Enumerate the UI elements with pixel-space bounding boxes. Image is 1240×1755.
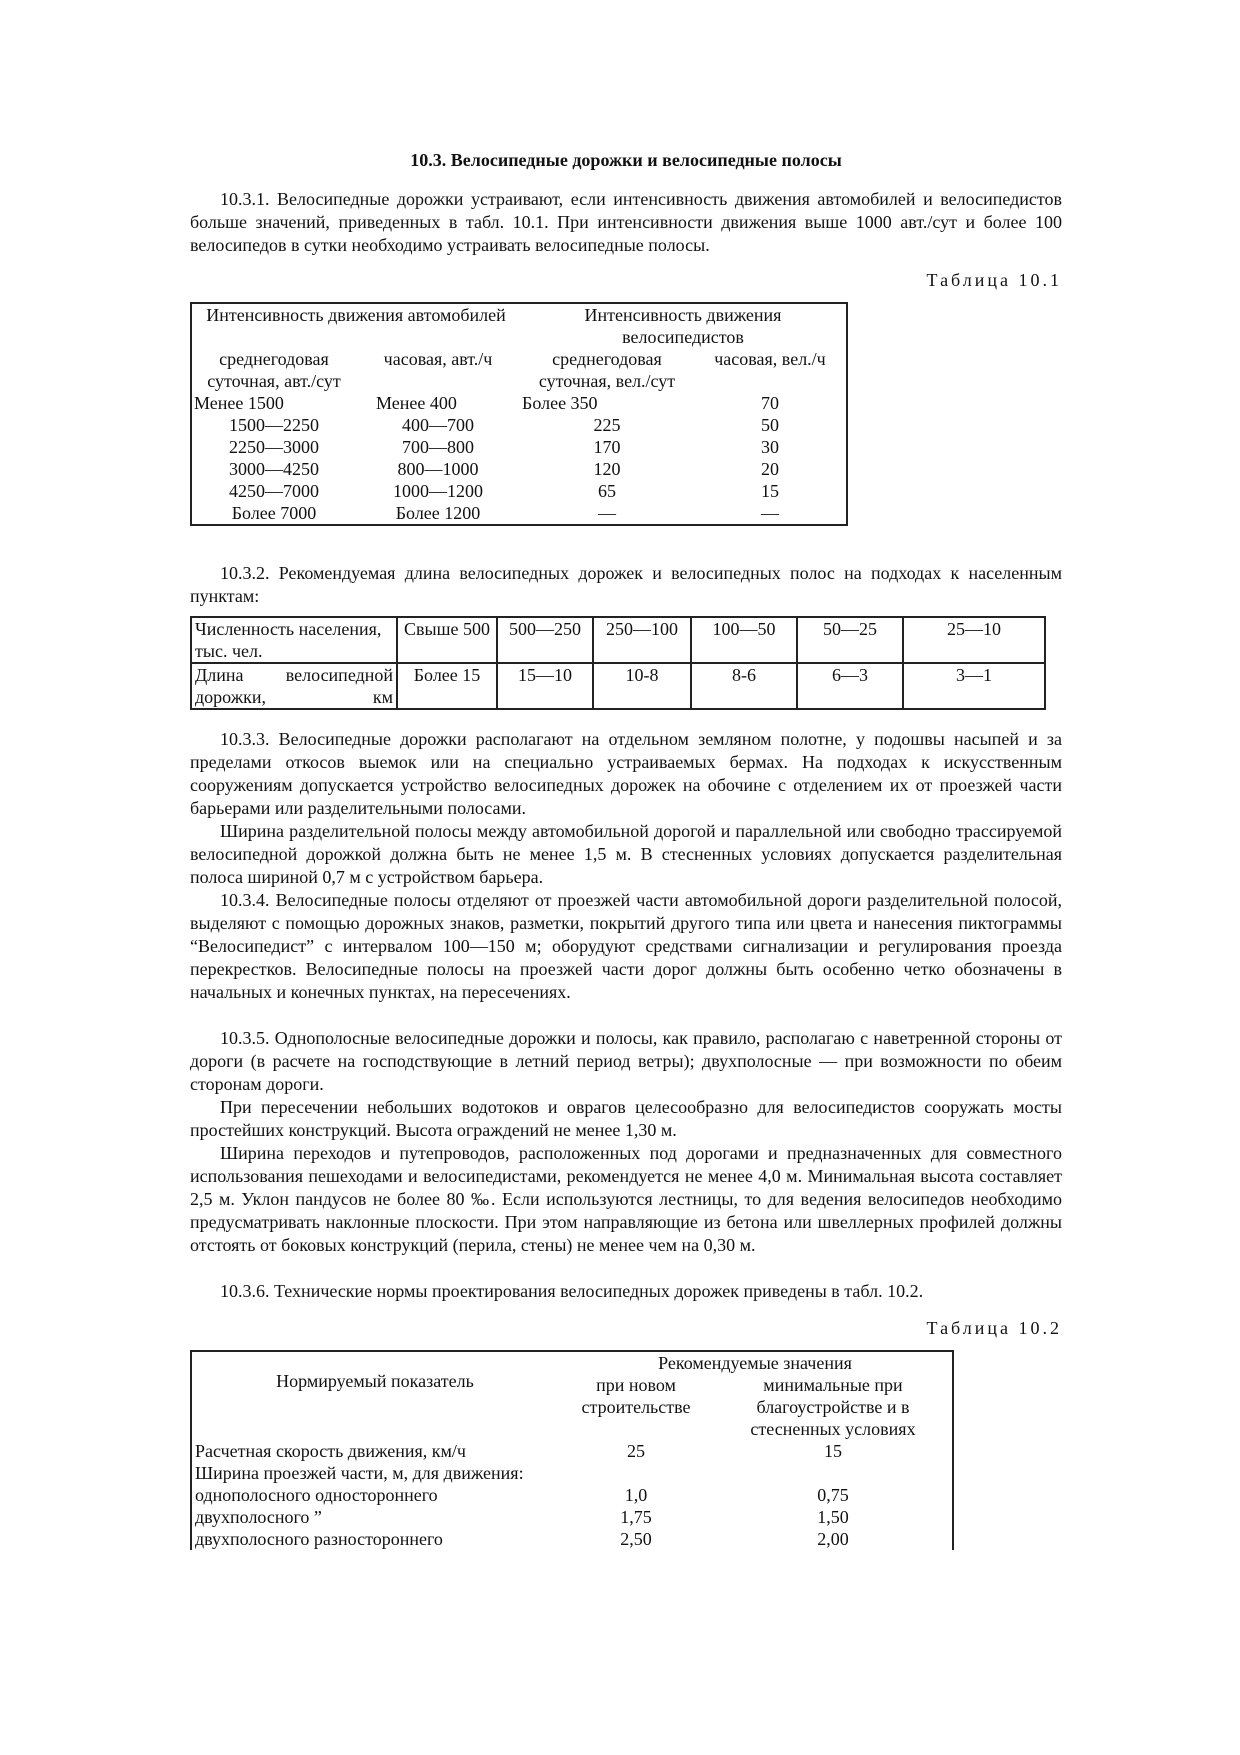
table-cell: 700—800 [402,437,474,457]
table-cell: двухполосного ” [195,1507,322,1527]
table-row [191,1462,953,1484]
table-10-1-col-header: среднегодовая суточная, вел./сут [538,349,676,391]
paragraph-10-3-3: 10.3.3. Велосипедные дорожки располагают на отдельном земляном полотне, у подошвы насыпей и за пределами откосов выемок или на специально устраиваемых бермах. На подходах к искусственным сооружениям допускается устройство велосипедных дорожек на обочине с отделением их от проезжей части барьерами или разделительными полосами. [190,729,1062,818]
table-cell: 0,75 [817,1485,849,1505]
paragraph-10-3-1: 10.3.1. Велосипедные дорожки устраивают, если интенсивность движения автомобилей и велосипедистов больше значений, приведенных в табл. 10.1. При интенсивности движения выше 1000 авт./сут и более 100 велосипедов в сутки необходимо устраивать велосипедные полосы. [190,189,1062,255]
table-cell: 15—10 [497,663,593,709]
paragraph-passages: Ширина переходов и путепроводов, расположенных под дорогами и предназначенных для совместного использования пешеходами и велосипедистами, рекомендуется не менее 4,0 м. Минимальная высота составляет 2,5 м. Уклон пандусов не более 80 ‰. Если используются лестницы, то для ведения велосипедов необходимо предусматривать наклонные плоскости. При этом направляющие из бетона или швеллерных профилей должны отстоять от боковых конструкций (перила, стены) не менее чем на 0,30 м. [190,1143,1062,1255]
paragraph-10-3-6: 10.3.6. Технические нормы проектирования велосипедных дорожек приведены в табл. 10.2. [220,1281,924,1301]
table-10-1-group-cars: Интенсивность движения автомобилей [206,305,506,325]
table-row [191,1484,953,1506]
table-cell: однополосного одностороннего [195,1485,438,1505]
table-cell: 100—50 [691,617,797,663]
table-cell: 250—100 [593,617,691,663]
table-cell: Менее 400 [376,393,457,413]
table-cell: Длина велосипедной дорожки, км [191,663,397,709]
table-cell: Более 7000 [231,503,317,523]
table-cell: 25—10 [903,617,1045,663]
table-row [191,502,847,525]
paragraph-bridges: При пересечении небольших водотоков и оврагов целесообразно для велосипедистов сооружать мосты простейших конструкций. Высота ограждений не менее 1,30 м. [190,1097,1062,1140]
table-cell: Свыше 500 [397,617,497,663]
table-cell: 1500—2250 [229,415,319,435]
table-cell: Численность населения, тыс. чел. [191,617,397,663]
table-10-2-col-min: минимальные при благоустройстве и в стесненных условиях [750,1375,916,1439]
table-cell: Менее 1500 [194,393,284,413]
table-cell: 25 [627,1441,645,1461]
table-cell: 65 [598,481,616,501]
table-cell: 50 [761,415,779,435]
table-cell: 3000—4250 [229,459,319,479]
table-cell: 120 [593,459,621,479]
paragraph-width-separator: Ширина разделительной полосы между автомобильной дорогой и параллельной или свободно трассируемой велосипедной дорожкой должна быть не менее 1,5 м. В стесненных условиях допускается разделительная полоса шириной 0,7 м с устройством барьера. [190,821,1062,887]
table-cell: 15 [761,481,779,501]
table-cell: Более 15 [397,663,497,709]
table-cell: 50—25 [797,617,903,663]
table-cell: 1,0 [624,1485,648,1505]
paragraph-10-3-4: 10.3.4. Велосипедные полосы отделяют от проезжей части автомобильной дороги разделительной полосой, выделяют с помощью дорожных знаков, разметки, покрытий другого типа или цвета и нанесения пиктограммы “Велосипедист” с интервалом 100—150 м; оборудуют средствами сигнализации и регулирования проезда перекрестков. Велосипедные полосы на проезжей части дорог должны быть особенно четко обозначены в начальных и конечных пунктах, на пересечениях. [190,890,1062,1002]
table-cell: 2,50 [620,1529,652,1549]
table-row [191,458,847,480]
table-cell: — [598,503,616,523]
table-cell: 15 [824,1441,842,1461]
table-10-1-group-bikes: Интенсивность движения велосипедистов [584,305,782,347]
table-cell: 1000—1200 [393,481,483,501]
table-cell: 70 [761,393,779,413]
table-10-1 [190,302,848,526]
table-cell: Более 350 [522,393,598,413]
table-10-1-caption: Таблица 10.1 [926,270,1062,290]
table-cell: 10-8 [593,663,691,709]
table-10-2-caption: Таблица 10.2 [926,1318,1062,1338]
table-cell: 2,00 [817,1529,849,1549]
table-cell: Ширина проезжей части, м, для движения: [195,1463,524,1483]
table-row [191,1506,953,1528]
table-row [191,1440,953,1462]
table-cell: 800—1000 [397,459,479,479]
table-row [191,663,1045,709]
table-10-2-col-new: при новом строительстве [581,1375,691,1417]
table-cell: 1,50 [817,1507,849,1527]
table-row [191,1528,953,1550]
table-cell: 4250—7000 [229,481,319,501]
table-cell: двухполосного разностороннего [195,1529,443,1549]
table-10-1-col-header: часовая, вел./ч [714,349,826,369]
table-10-1-col-header: часовая, авт./ч [383,349,493,369]
table-row [191,617,1045,663]
table-cell: 225 [593,415,621,435]
table-row [191,392,847,414]
table-cell: 500—250 [497,617,593,663]
section-heading: 10.3. Велосипедные дорожки и велосипедные полосы [410,150,842,170]
table-path-length [190,616,1046,710]
table-cell: 2250—3000 [229,437,319,457]
table-10-2 [190,1350,954,1550]
table-cell: 8-6 [691,663,797,709]
table-10-2-group-header: Рекомендуемые значения [658,1353,852,1373]
table-cell: 3—1 [903,663,1045,709]
table-cell: 400—700 [402,415,474,435]
table-10-2-indicator-header: Нормируемый показатель [276,1371,474,1391]
table-cell: Более 1200 [395,503,481,523]
table-cell: 1,75 [620,1507,652,1527]
table-10-1-col-header: среднегодовая суточная, авт./сут [207,349,341,391]
table-row [191,436,847,458]
paragraph-10-3-2: 10.3.2. Рекомендуемая длина велосипедных дорожек и велосипедных полос на подходах к населенным пунктам: [190,563,1062,606]
table-cell: — [761,503,779,523]
table-cell: 6—3 [797,663,903,709]
table-row [191,480,847,502]
table-cell: 20 [761,459,779,479]
table-row [191,414,847,436]
paragraph-10-3-5: 10.3.5. Однополосные велосипедные дорожки и полосы, как правило, располагаю с наветренной стороны от дороги (в расчете на господствующие в летний период ветры); двухполосные — при возможности по обеим сторонам дороги. [190,1028,1062,1094]
table-cell: Расчетная скорость движения, км/ч [195,1441,466,1461]
table-cell: 30 [761,437,779,457]
table-cell: 170 [593,437,621,457]
